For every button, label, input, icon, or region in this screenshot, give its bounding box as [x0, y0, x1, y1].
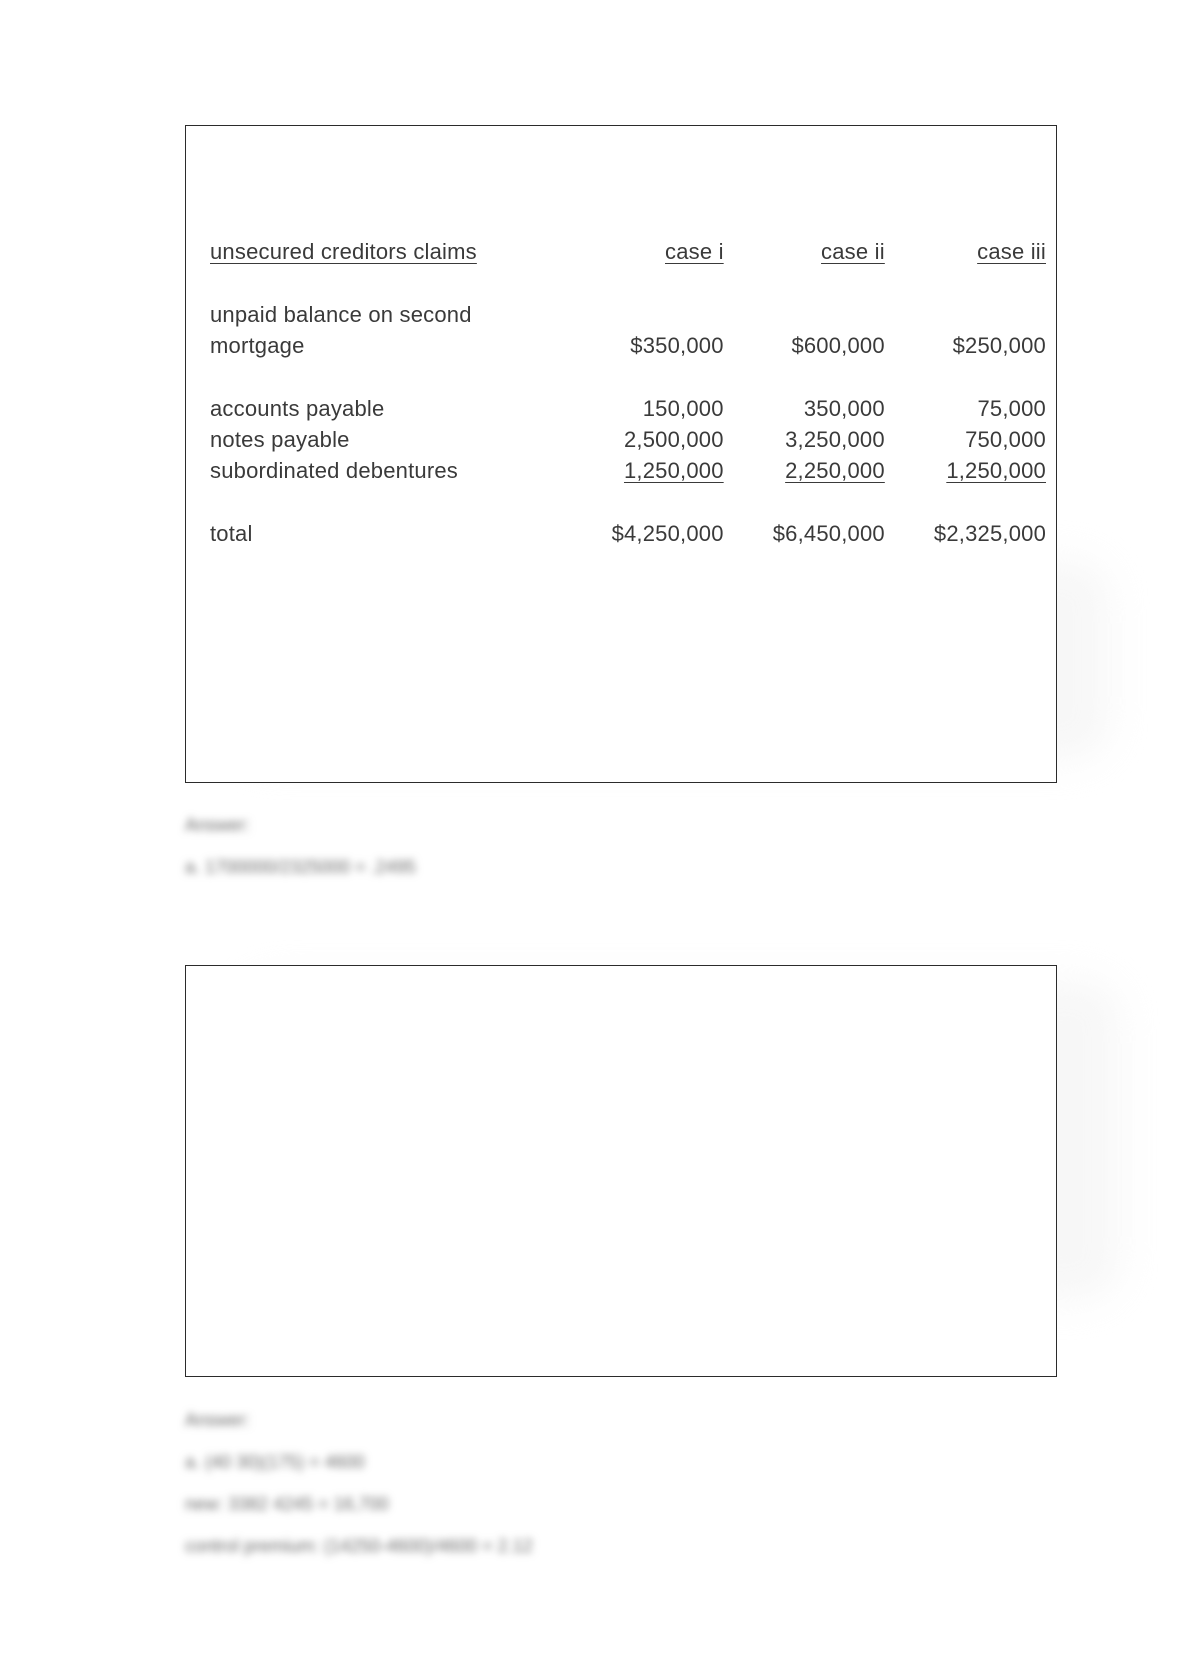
table-row — [210, 330, 1046, 361]
cell-case-i: 1,250,000 — [623, 458, 724, 483]
cell-case-ii: 3,250,000 — [785, 427, 885, 452]
cell-case-iii: 1,250,000 — [946, 458, 1046, 483]
answer-2-heading: Answer: — [185, 1410, 251, 1430]
cell-case-i: 2,500,000 — [623, 427, 724, 452]
cell-case-ii: 350,000 — [803, 396, 885, 421]
answer-1-line: a. 1700000/2325000 = .2495 — [185, 857, 416, 877]
cell-case-i: $350,000 — [630, 333, 724, 358]
cell-case-i: 150,000 — [642, 396, 724, 421]
table-row — [210, 393, 1046, 424]
second-figure-panel — [185, 965, 1057, 1377]
cell-case-ii: 2,250,000 — [785, 458, 885, 483]
answer-2-line: a. (40 30)(175) = 4600 — [185, 1452, 365, 1472]
row-label: accounts payable — [210, 396, 385, 421]
total-case-ii: $6,450,000 — [772, 521, 885, 546]
total-case-i: $4,250,000 — [611, 521, 724, 546]
unsecured-claims-table — [210, 236, 1046, 549]
row-label: mortgage — [210, 333, 305, 358]
answer-2-line: control premium: (14250-4600)/4600 = 2.12 — [185, 1536, 533, 1556]
header-case-i: case i — [665, 239, 724, 264]
row-label: notes payable — [210, 427, 350, 452]
cell-case-iii: 750,000 — [965, 427, 1046, 452]
claims-table-panel — [185, 125, 1057, 783]
total-label: total — [210, 521, 253, 546]
cell-case-iii: $250,000 — [952, 333, 1046, 358]
table-row — [210, 299, 1046, 330]
table-row — [210, 455, 1046, 486]
header-case-iii: case iii — [977, 239, 1046, 264]
row-label: unpaid balance on second — [210, 302, 472, 327]
total-row — [210, 518, 1046, 549]
answer-2-line: new: 3382 4245 = 16,700 — [185, 1494, 389, 1514]
cell-case-ii: $600,000 — [791, 333, 885, 358]
table-header-row — [210, 236, 1046, 267]
answer-1-heading: Answer: — [185, 815, 251, 835]
header-label: unsecured creditors claims — [210, 239, 477, 264]
cell-case-iii: 75,000 — [977, 396, 1046, 421]
row-label: subordinated debentures — [210, 458, 459, 483]
header-case-ii: case ii — [821, 239, 885, 264]
table-row — [210, 424, 1046, 455]
total-case-iii: $2,325,000 — [933, 521, 1046, 546]
